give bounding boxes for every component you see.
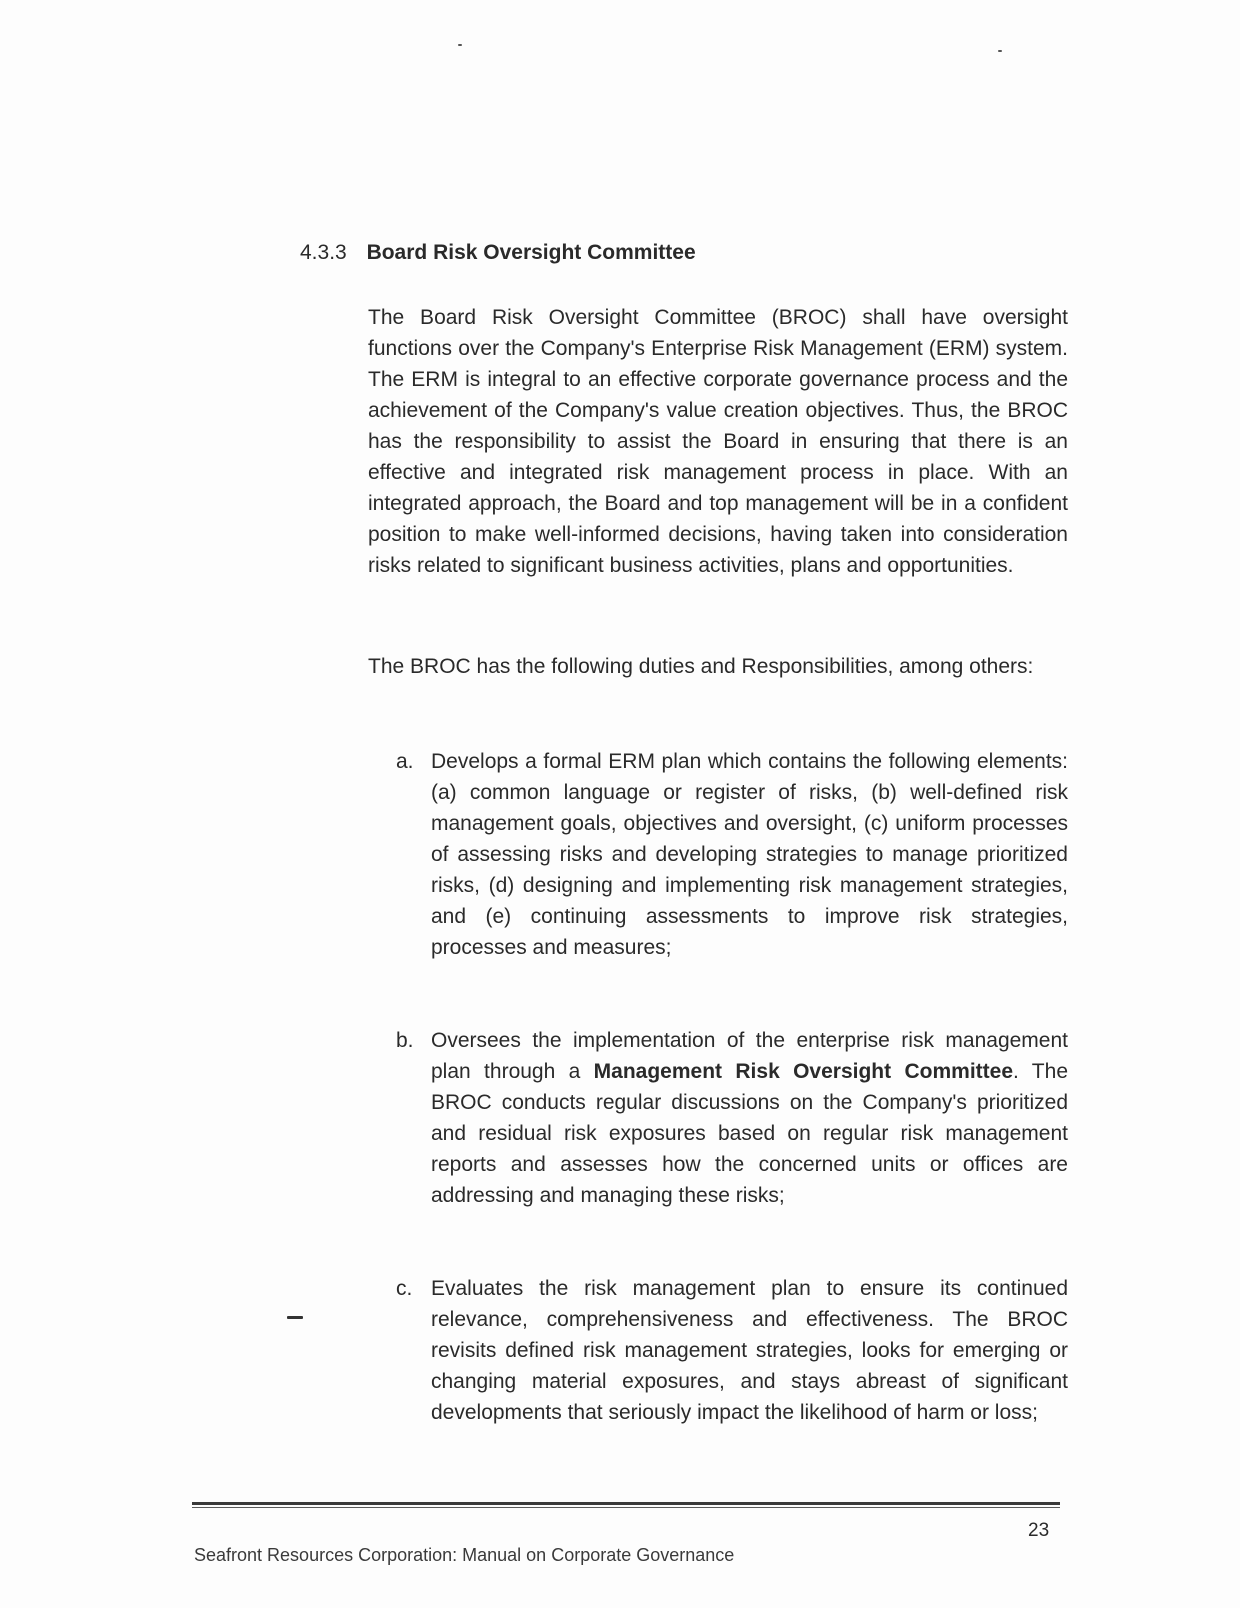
section-title: Board Risk Oversight Committee — [366, 241, 696, 264]
scan-speck — [998, 50, 1002, 52]
footer-text: Seafront Resources Corporation: Manual on Corporate Governance — [194, 1545, 735, 1565]
duties-intro-paragraph: The BROC has the following duties and Responsibilities, among others: — [368, 655, 1034, 678]
committee-name: Management Risk Oversight Committee — [593, 1060, 1013, 1083]
list-marker: b. — [396, 1029, 414, 1052]
list-item-text-after: . The BROC conducts regular discussions on the Company's prioritized and residual risk exposures based on regular risk management reports and assesses how the concerned units or offices are addressing and managing these risks; — [431, 1060, 1068, 1207]
page-number: 23 — [1028, 1520, 1050, 1541]
list-item-text: Evaluates the risk management plan to ensure its continued relevance, comprehensiveness and effectiveness. The BROC revisits defined risk management strategies, looks for emerging or changing material exposures, and stays abreast of significant developments that seriously impact the likelihood of harm or loss; — [431, 1277, 1068, 1424]
footer-rule-thin — [192, 1507, 1060, 1508]
section-number: 4.3.3 — [300, 241, 347, 264]
list-marker: a. — [396, 750, 414, 773]
section-heading — [300, 240, 696, 265]
list-item-text-before: Oversees the implementation of the enterprise risk management plan through a — [431, 1029, 1068, 1083]
list-item — [396, 1273, 1068, 1428]
scan-speck — [287, 1316, 303, 1319]
intro-paragraph: The Board Risk Oversight Committee (BROC) shall have oversight functions over the Company's Enterprise Risk Management (ERM) system. The ERM is integral to an effective corporate governance process and the achievement of the Company's value creation objectives. Thus, the BROC has the responsibility to assist the Board in ensuring that there is an effective and integrated risk management process in place. With an integrated approach, the Board and top management will be in a confident position to make well-informed decisions, having taken into consideration risks related to significant business activities, plans and opportunities. — [368, 306, 1068, 577]
scan-speck — [458, 44, 462, 46]
footer-rule — [192, 1502, 1060, 1505]
list-item — [396, 746, 1068, 963]
list-item — [396, 1025, 1068, 1211]
list-item-text — [431, 1025, 1068, 1211]
list-item-text: Develops a formal ERM plan which contains the following elements: (a) common language or register of risks, (b) well-defined risk management goals, objectives and oversight, (c) uniform processes of assessing risks and developing strategies to manage prioritized risks, (d) designing and implementing risk management strategies, and (e) continuing assessments to improve risk strategies, processes and measures; — [431, 750, 1068, 959]
list-marker: c. — [396, 1277, 413, 1300]
